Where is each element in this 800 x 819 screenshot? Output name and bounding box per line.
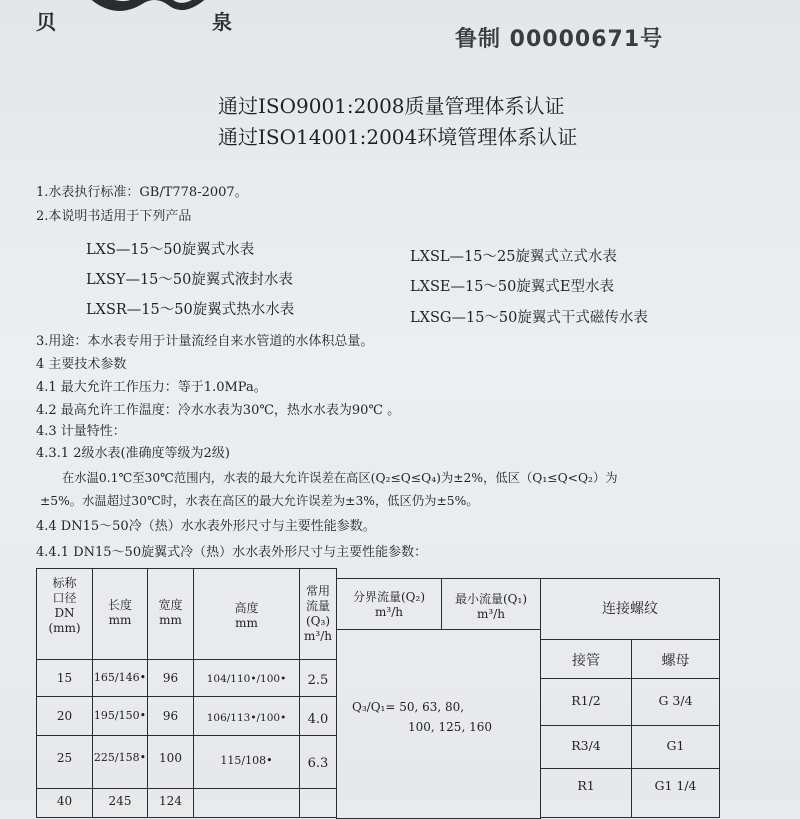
product-lxsr: LXSR—15～50旋翼式热水水表 [86,302,295,318]
row0-length: 165/146• [93,671,147,684]
header-q2-label: 分界流量(Q₂) m³/h [352,590,425,619]
cert-iso14001: 通过ISO14001:2004环境管理体系认证 [218,125,578,149]
product-lxsg: LXSG—15～50旋翼式干式磁传水表 [410,310,648,326]
header-nut-label: 螺母 [661,653,690,669]
row3-dn: 40 [56,794,73,808]
row-cell [540,768,632,818]
section-dimensions: 4.4 DN15～50冷（热）水水表外形尺寸与主要性能参数。 [36,519,376,534]
section-temperature: 4.2 最高允许工作温度：冷水水表为30℃，热水水表为90℃ 。 [36,403,401,418]
row0-width: 96 [162,671,179,685]
header-q1-label: 最小流量(Q₁) m³/h [454,592,527,621]
header-q3-label: 常用 流量 (Q₃) m³/h [304,584,332,643]
row2-q3: 6.3 [307,756,329,771]
row2-height: 115/108• [220,754,273,767]
header-width-label: 宽度 mm [158,598,183,627]
row1-length: 195/150• [93,709,147,722]
row1-q3: 4.0 [307,712,329,727]
section-standard: 1.水表执行标准：GB/T778-2007。 [36,185,248,200]
row2-nut: G1 1/4 [654,778,697,793]
row0-nut: G 3/4 [658,693,693,708]
section-class2: 4.3.1 2级水表(准确度等级为2级) [36,446,230,461]
header-height-label: 高度 mm [234,601,259,630]
row2-dn: 25 [56,751,73,765]
spec-table [36,568,726,808]
row0-pipe: R1/2 [571,693,601,708]
product-lxse: LXSE—15～50旋翼式E型水表 [410,279,614,295]
row0-height: 104/110•/100• [206,673,287,685]
section-dimensions-sub: 4.4.1 DN15～50旋翼式冷（热）水水表外形尺寸与主要性能参数： [36,545,428,560]
row3-length: 245 [108,794,132,808]
paragraph-error-line2: ±5%。水温超过30℃时，水表在高区的最大允许误差为±3%，低区仍为±5%。 [40,494,479,508]
row0-dn: 15 [56,671,73,685]
header-thread-label: 连接螺纹 [602,601,658,617]
section-tech-params: 4 主要技术参数 [36,357,127,372]
row-cell [193,788,300,818]
row2-length: 225/158• [93,751,147,764]
header-pipe-label: 接管 [572,653,600,669]
row1-pipe: R3/4 [571,738,601,753]
paragraph-error-line1: 在水温0.1℃至30℃范围内，水表的最大允许误差在高区(Q₂≤Q≤Q₄)为±2%，低区（Q₁≤Q<Q₂）为 [62,471,618,485]
row1-width: 96 [162,709,179,723]
section-purpose: 3.用途：本水表专用于计量流经自来水管道的水体积总量。 [36,334,374,349]
product-lxsy: LXSY—15～50旋翼式液封水表 [86,272,293,288]
row0-q3: 2.5 [307,673,329,688]
row2-width: 100 [159,751,182,765]
row1-dn: 20 [56,709,73,723]
logo-char-right: 泉 [212,10,232,34]
cert-iso9001: 通过ISO9001:2008质量管理体系认证 [218,94,565,118]
row3-width: 124 [159,794,182,808]
product-lxsl: LXSL—15～25旋翼式立式水表 [410,249,617,265]
header-dn-label: 标称 口径 DN (mm) [48,576,81,635]
section-pressure: 4.1 最大允许工作压力：等于1.0MPa。 [36,380,267,395]
row-cell [631,768,720,818]
license-number: 鲁制 00000671号 [455,27,664,52]
row1-nut: G1 [666,738,685,753]
logo-char-left: 贝 [36,10,56,34]
section-metrology: 4.3 计量特性： [36,424,126,439]
section-applicable: 2.本说明书适用于下列产品 [36,209,192,224]
row1-height: 106/113•/100• [206,712,287,724]
ratio-line2: 100, 125, 160 [408,720,492,734]
row-cell [299,788,337,818]
beiquan-logo-icon [36,0,236,22]
header-length-label: 长度 mm [107,598,132,627]
ratio-line1: Q₃/Q₁= 50, 63, 80, [352,700,465,714]
product-lxs: LXS—15～50旋翼式水表 [86,242,255,258]
row2-pipe: R1 [577,778,595,793]
